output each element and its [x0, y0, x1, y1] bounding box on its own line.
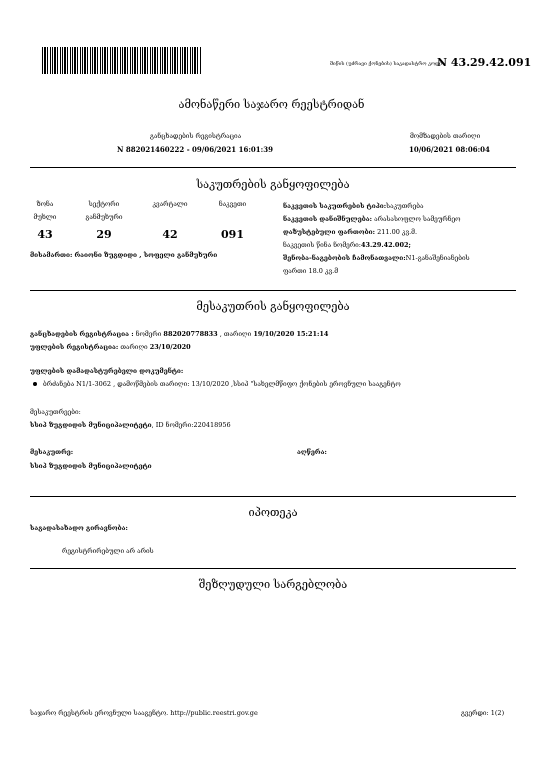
- owner-label: მესაკუთრე:: [30, 448, 74, 456]
- document-title: ამონაწერი საჯარო რეესტრიდან: [178, 98, 365, 111]
- mortgage-subject-label: საგადასახადო გირავნობა:: [30, 524, 128, 532]
- footer-agency: საჯარო რეესტრის ეროვნული სააგენტო. http://public.reestri.gov.ge: [30, 709, 258, 717]
- col-zone-value: 43: [37, 228, 53, 241]
- barcode: [42, 47, 202, 74]
- purpose-label: ნაკვეთის დანიშნულება:: [283, 215, 373, 223]
- owners-label: მესაკუთრეები:: [30, 408, 81, 416]
- col-sector-value: 29: [96, 228, 112, 241]
- owner-app-num: 882020778833: [163, 330, 218, 338]
- right-reg-label: უფლების რეგისტრაცია:: [30, 343, 119, 351]
- building-area: ფართი 18.0 კვ.მ: [283, 267, 339, 275]
- divider: [30, 568, 516, 569]
- restrictions-section-title: შეზღუდული სარგებლობა: [198, 578, 348, 591]
- app-reg-label: განცხადების რეგისტრაცია: [150, 132, 242, 140]
- ownership-type-value: საკუთრება: [386, 202, 424, 210]
- footer-page: გვერდი: 1(2): [461, 709, 505, 717]
- cadastral-code-label: მიწის (უძრავი ქონების) საკადასტრო კოდი: [330, 61, 442, 67]
- ownership-type-label: ნაკვეთის საკუთრების ტიპი:: [283, 202, 387, 210]
- purpose-value: არასასოფლო სამეურნეო: [374, 215, 461, 223]
- divider: [30, 496, 516, 497]
- owner-app-reg-label: განცხადების რეგისტრაცია :: [30, 330, 134, 338]
- bullet-icon: [33, 382, 37, 386]
- divider: [30, 290, 516, 291]
- description-label: აღწერა:: [297, 448, 327, 456]
- owners-id: , ID ნომერი:220418956: [151, 421, 231, 429]
- area-label: დაზუსტებული ფართობი:: [283, 228, 376, 236]
- col-block-label: კვარტალი: [152, 200, 188, 208]
- col-zone-sub: მუხლი: [33, 213, 57, 221]
- owner-date-value: 19/10/2020 15:21:14: [253, 330, 329, 338]
- col-parcel-value: 091: [221, 228, 244, 241]
- docs-label: უფლების დამადასტურებელი დოკუმენტი:: [30, 367, 184, 375]
- col-sector-label: სექტორი: [88, 200, 120, 208]
- building-label: შენობა-ნაგებობის ჩამონათვალი:: [283, 254, 406, 262]
- app-reg-value: N 882021460222 - 09/06/2021 16:01:39: [117, 145, 273, 154]
- owners-name: სსიპ ზუგდიდის მუნიციპალიტეტი: [30, 421, 152, 429]
- col-zone-label: ზონა: [36, 200, 54, 208]
- mortgage-section-title: იპოთეკა: [248, 506, 298, 519]
- prep-date-label: მომზადების თარიღი: [410, 132, 481, 140]
- cadastral-code: N 43.29.42.091: [437, 56, 532, 69]
- property-section-title: საკუთრების განყოფილება: [196, 178, 350, 191]
- prep-date-value: 10/06/2021 08:06:04: [409, 145, 490, 154]
- address-line: [30, 251, 217, 259]
- owners-line: [30, 421, 231, 429]
- area-value: 211.00 კვ.მ.: [377, 228, 418, 236]
- address-value: რაიონი ზუგდიდი , სოფელი განმუხური: [74, 251, 218, 259]
- col-block-value: 42: [162, 228, 178, 241]
- mortgage-status: რეგისტრირებული არ არის: [62, 547, 154, 555]
- address-label: მისამართი:: [30, 251, 73, 259]
- owner-right-reg: [30, 343, 191, 351]
- prev-num-label: ნაკვეთის წინა ნომერი:: [283, 241, 361, 249]
- right-reg-date: 23/10/2020: [149, 343, 191, 351]
- divider: [30, 167, 516, 168]
- prev-num-value: 43.29.42.002;: [361, 241, 411, 249]
- building-value: N1-განაშენიანების: [405, 254, 470, 262]
- col-sector-sub: განმუხური: [85, 213, 123, 221]
- owner-value: სსიპ ზუგდიდის მუნიციპალიტეტი: [30, 462, 152, 470]
- owner-date-label: , თარიღი: [219, 330, 252, 338]
- doc-item-text: ბრძანება N1/1-3062 , დამოწმების თარიღი: 13/10/2020 ,სსიპ "სახელმწიფო ქონების ეროვნული სააგენტო: [43, 380, 401, 388]
- owner-section-title: მესაკუთრის განყოფილება: [196, 300, 350, 313]
- owner-app-num-label: ნომერი: [135, 330, 162, 338]
- right-reg-date-label: თარიღი: [120, 343, 148, 351]
- doc-item: [33, 380, 401, 388]
- parcel-details: [283, 200, 518, 278]
- col-parcel-label: ნაკვეთი: [218, 200, 247, 208]
- owner-app-reg: [30, 330, 328, 338]
